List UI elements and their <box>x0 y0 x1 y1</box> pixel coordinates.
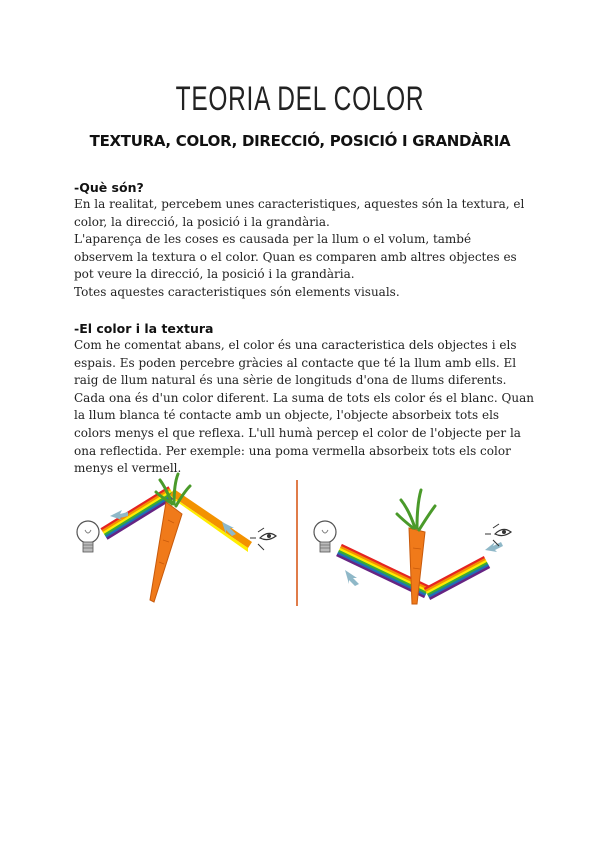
page-subtitle: TEXTURA, COLOR, DIRECCIÓ, POSICIÓ I GRANDÀRIA <box>89 132 511 150</box>
paragraph: En la realitat, percebem unes caracteristiques, aquestes són la textura, el color, la direcció, la posició i la grandària. <box>74 197 525 229</box>
illustration-light-reflection-right <box>305 470 525 610</box>
paragraph: L'aparença de les coses es causada per la llum o el volum, també observem la textura o el color. Quan es comparen amb altres objectes es pot veure la direcció, la posició i la grandària. <box>74 232 517 282</box>
illustration-light-reflection-left <box>70 470 290 610</box>
reflected-light-rainbow <box>424 557 489 599</box>
light-bulb-icon <box>77 521 99 552</box>
section-heading-what: -Què són? <box>74 180 144 195</box>
page-title: TEORIA DEL COLOR <box>175 80 425 118</box>
section-text-color-texture <box>74 337 534 478</box>
section-text-what <box>74 196 534 302</box>
eye-icon <box>250 528 276 550</box>
light-band-stripe <box>426 561 486 593</box>
eye-icon <box>485 524 511 546</box>
light-bulb-icon <box>314 521 336 552</box>
paragraph: Com he comentat abans, el color és una caracteristica dels objectes i els espais. Es poden percebre gràcies al contacte que té la llum amb ells. El raig de llum natural és una sèrie de longituds d'ona de llums diferents. Cada ona és d'un color diferent. La suma de tots els color és el blanc. Quan la llum blanca té contacte amb un objecte, l'objecte absorbeix tots els colors menys el que reflexa. L'ull humà percep el color de l'objecte per la ona reflectida. Per exemple: una poma vermella absorbeix tots els color menys el vermell. <box>74 338 534 476</box>
figure-divider <box>296 480 298 606</box>
paragraph: Totes aquestes caracteristiques són elements visuals. <box>74 284 400 299</box>
light-band-stripe <box>428 563 488 595</box>
section-heading-color-texture: -El color i la textura <box>74 321 214 336</box>
